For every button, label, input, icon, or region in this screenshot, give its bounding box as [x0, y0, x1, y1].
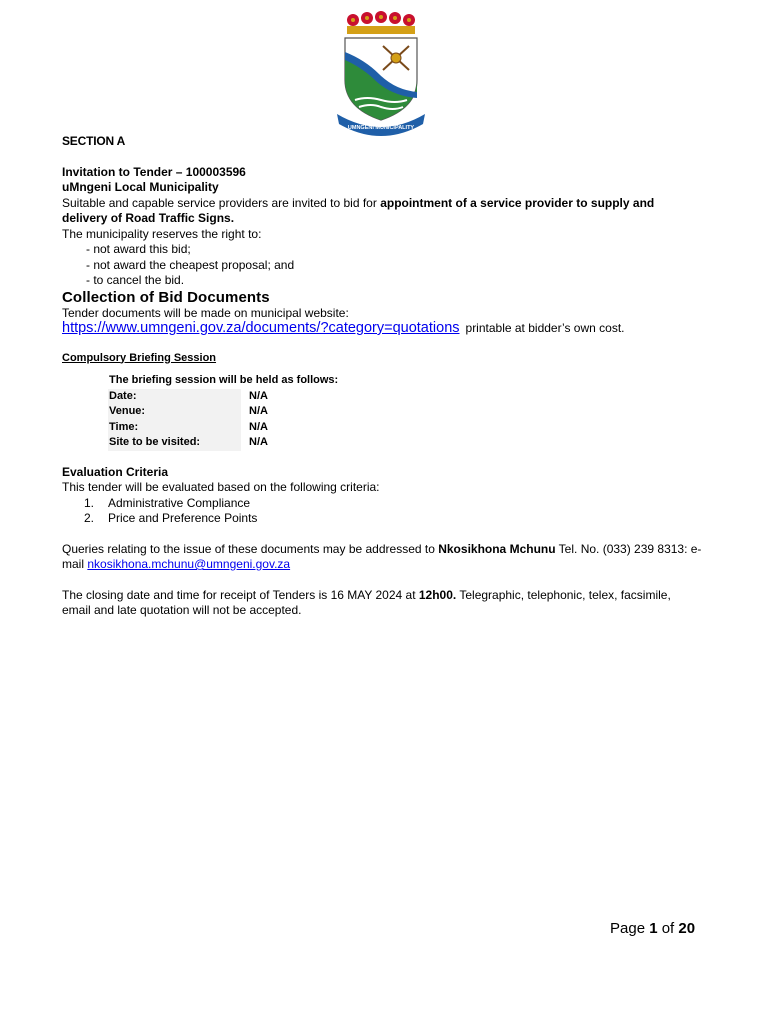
collection-line: Tender documents will be made on municipal website: — [62, 305, 349, 320]
table-row — [108, 389, 339, 405]
contact-name: Nkosikhona Mchunu — [438, 541, 556, 556]
invitation-intro — [62, 196, 702, 227]
contact-email-link[interactable]: nkosikhona.mchunu@umngeni.gov.za — [87, 557, 291, 571]
collection-heading: Collection of Bid Documents — [62, 288, 270, 306]
table-row — [108, 373, 339, 389]
closing-time: 12h00. — [418, 587, 457, 602]
table-row — [108, 404, 339, 420]
briefing-value: N/A — [249, 436, 268, 448]
briefing-value: N/A — [249, 420, 268, 433]
document-body — [62, 134, 702, 619]
crown-icon — [347, 11, 415, 34]
list-text: Price and Preference Points — [108, 511, 258, 525]
list-item: - to cancel the bid. — [86, 273, 185, 287]
list-item — [84, 496, 702, 512]
table-row — [108, 435, 339, 451]
list-number: 2. — [84, 511, 95, 525]
list-number: 1. — [84, 495, 95, 510]
section-label: SECTION A — [62, 134, 126, 148]
invitation-title: Invitation to Tender – 100003596 — [62, 164, 246, 179]
crest-motto: UMNGENI MUNICIPALITY — [347, 125, 415, 131]
municipality-name: uMngeni Local Municipality — [62, 180, 219, 194]
page-number: 1 — [649, 920, 658, 937]
briefing-label: Venue: — [108, 404, 241, 420]
municipal-crest-logo — [333, 8, 429, 136]
table-row — [108, 420, 339, 436]
closing-suffix: Telegraphic, telephonic, telex, facsimile, email and late quotation will not be accepted. — [62, 587, 671, 617]
shield-icon — [345, 38, 417, 120]
briefing-label: Site to be visited: — [108, 435, 241, 451]
queries-paragraph — [62, 542, 702, 573]
reserves-intro: The municipality reserves the right to: — [62, 226, 262, 241]
queries-text: Queries relating to the issue of these documents may be addressed to — [62, 541, 439, 556]
list-item — [84, 511, 702, 527]
reserves-list — [86, 242, 702, 289]
page-total: 20 — [678, 920, 696, 937]
list-text: Administrative Compliance — [108, 495, 251, 510]
invitation-scope: appointment of a service provider to supply and delivery of Road Traffic Signs. — [62, 195, 655, 225]
closing-paragraph — [62, 588, 702, 619]
closing-text: The closing date and time for receipt of Tenders is 16 MAY 2024 at — [62, 587, 419, 602]
evaluation-list — [84, 496, 702, 527]
of-word: of — [657, 920, 679, 937]
list-item: - not award this bid; — [86, 242, 191, 256]
list-item: - not award the cheapest proposal; and — [86, 257, 295, 272]
briefing-value: N/A — [249, 405, 268, 417]
evaluation-heading: Evaluation Criteria — [62, 464, 169, 479]
briefing-label: Date: — [108, 389, 241, 405]
printing-note: printable at bidder’s own cost. — [465, 321, 625, 335]
page-footer — [610, 920, 695, 937]
briefing-label: Time: — [108, 420, 241, 436]
invitation-intro-text: Suitable and capable service providers are invited to bid for — [62, 195, 381, 210]
collection-link-line — [62, 321, 702, 337]
evaluation-intro: This tender will be evaluated based on the following criteria: — [62, 480, 380, 494]
spacer — [62, 527, 702, 542]
spacer — [62, 573, 702, 588]
quotations-link[interactable]: https://www.umngeni.gov.za/documents/?category=quotations — [62, 320, 460, 336]
briefing-table — [108, 373, 339, 451]
briefing-intro: The briefing session will be held as follows: — [109, 374, 339, 386]
briefing-value: N/A — [249, 389, 268, 402]
contact-tel: Tel. No. (033) 239 8313: e-mail — [62, 541, 702, 571]
page-word: Page — [610, 920, 650, 937]
briefing-heading: Compulsory Briefing Session — [62, 351, 217, 364]
